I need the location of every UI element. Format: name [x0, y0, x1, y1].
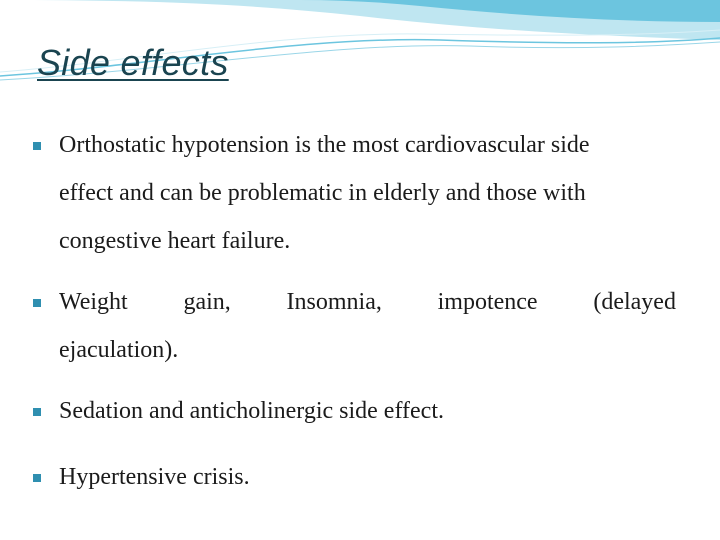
bullet-2-word: Insomnia, — [286, 289, 382, 315]
bullet-2-word: gain, — [183, 289, 231, 315]
bullet-marker — [33, 142, 41, 150]
bullet-1-line-1: Orthostatic hypotension is the most cardiovascular side — [59, 132, 590, 158]
bullet-1-line-2: effect and can be problematic in elderly and those with — [59, 180, 586, 206]
bullet-3-text: Sedation and anticholinergic side effect. — [59, 398, 444, 424]
bullet-2-line-1 — [59, 289, 676, 316]
bullet-4-text: Hypertensive crisis. — [59, 464, 250, 490]
bullet-1-line-3: congestive heart failure. — [59, 228, 291, 254]
bullet-marker — [33, 474, 41, 482]
bullet-marker — [33, 408, 41, 416]
bullet-2-word: Weight — [59, 289, 128, 315]
slide-title: Side effects — [37, 42, 229, 83]
bullet-marker — [33, 299, 41, 307]
bullet-2-word: impotence — [437, 289, 538, 315]
bullet-2-line-2: ejaculation). — [59, 337, 179, 363]
bullet-2-word: (delayed — [593, 289, 676, 315]
